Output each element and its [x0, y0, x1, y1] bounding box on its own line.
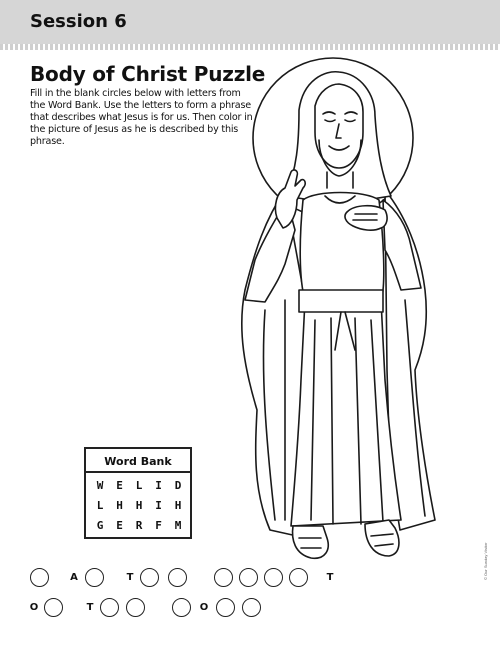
- left-foot-outline: [293, 526, 329, 558]
- word-bank-letter: L: [135, 479, 143, 492]
- blank-circle[interactable]: [216, 598, 235, 617]
- word-bank-divider: [86, 471, 190, 473]
- word-bank-letter: I: [155, 479, 162, 492]
- session-header: [0, 0, 500, 44]
- word-bank-letter: L: [96, 499, 104, 512]
- given-letter: T: [86, 602, 94, 613]
- instructions-text: Fill in the blank circles below with letters from the Word Bank. Use the letters to form a phrase that describes what Jesus is for us. Then color in the picture of Jesus as he is described by this phrase.: [30, 88, 253, 147]
- copyright-notice: © Our Sunday Visitor: [483, 542, 488, 580]
- blank-circle[interactable]: [30, 568, 49, 587]
- blank-circle[interactable]: [100, 598, 119, 617]
- word-bank-letter: R: [135, 519, 143, 532]
- word-bank-letter: M: [174, 519, 182, 532]
- word-bank-letter: H: [135, 499, 143, 512]
- word-bank-letter: E: [116, 519, 123, 532]
- puzzle-title: Body of Christ Puzzle: [30, 62, 266, 86]
- word-bank-letter: G: [96, 519, 104, 532]
- word-bank-letter: H: [174, 499, 182, 512]
- word-bank-letter: F: [155, 519, 162, 532]
- session-label: Session 6: [30, 11, 127, 32]
- blank-circle[interactable]: [239, 568, 258, 587]
- jesus-coloring-figure: [215, 50, 475, 580]
- blank-circle[interactable]: [172, 598, 191, 617]
- blank-circle[interactable]: [214, 568, 233, 587]
- blank-circle[interactable]: [264, 568, 283, 587]
- given-letter: T: [326, 572, 334, 583]
- word-bank-row: [92, 479, 186, 492]
- word-bank-row: [92, 519, 186, 532]
- right-foot-outline: [365, 520, 399, 556]
- blank-circle[interactable]: [289, 568, 308, 587]
- word-bank-letter: W: [96, 479, 104, 492]
- blank-circle[interactable]: [85, 568, 104, 587]
- word-bank-letter: D: [174, 479, 182, 492]
- blank-circle[interactable]: [242, 598, 261, 617]
- word-bank-title: Word Bank: [104, 455, 172, 468]
- word-bank-letter: H: [116, 499, 123, 512]
- blank-circle[interactable]: [168, 568, 187, 587]
- blank-circle[interactable]: [44, 598, 63, 617]
- word-bank-row: [92, 499, 186, 512]
- blank-circle[interactable]: [126, 598, 145, 617]
- puzzle-line-1: [30, 568, 360, 588]
- given-letter: T: [126, 572, 134, 583]
- word-bank: [84, 447, 192, 539]
- belt-outline: [299, 290, 383, 312]
- given-letter: A: [70, 572, 78, 583]
- blank-circle[interactable]: [140, 568, 159, 587]
- word-bank-letter: I: [155, 499, 162, 512]
- word-bank-letter: E: [116, 479, 123, 492]
- given-letter: O: [199, 602, 209, 613]
- given-letter: O: [29, 602, 39, 613]
- puzzle-line-2: [30, 598, 360, 618]
